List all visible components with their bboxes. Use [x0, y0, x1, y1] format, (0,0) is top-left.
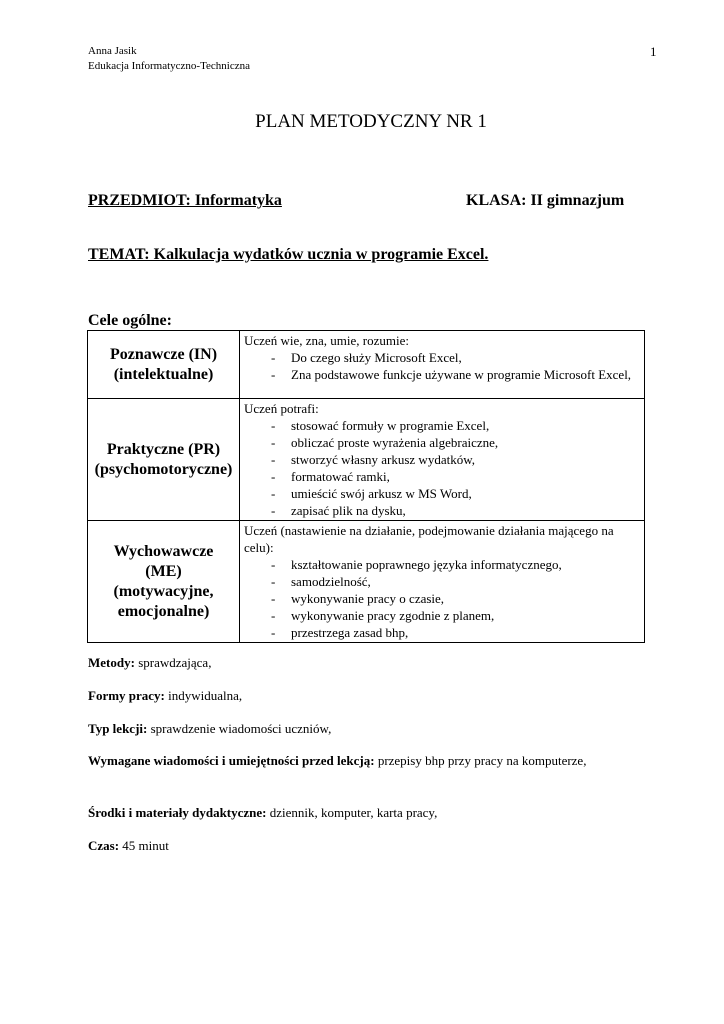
- goal-item: - formatować ramki,: [271, 468, 640, 485]
- document-title: PLAN METODYCZNY NR 1: [255, 111, 487, 132]
- materials-field: [88, 805, 437, 821]
- time-label: Czas:: [88, 838, 120, 853]
- goal-category-line: emocjonalne): [117, 602, 210, 620]
- methods-label: Metody:: [88, 655, 135, 670]
- goal-item: - samodzielność,: [271, 573, 640, 590]
- goal-category-line: (motywacyjne,: [113, 582, 214, 600]
- lesson-type-value: sprawdzenie wiadomości uczniów,: [147, 721, 332, 736]
- goals-row-cognitive: [88, 331, 645, 399]
- goal-item: - stosować formuły w programie Excel,: [271, 417, 640, 434]
- goal-item: - obliczać proste wyrażenia algebraiczne,: [271, 434, 640, 451]
- goal-item: - zapisać plik na dysku,: [271, 502, 640, 519]
- lesson-type-label: Typ lekcji:: [88, 721, 148, 736]
- goal-category-cell: [88, 521, 240, 643]
- goal-description-cell: [240, 399, 645, 521]
- goal-category-line: (ME): [145, 562, 182, 580]
- goals-table: [87, 330, 645, 643]
- goal-list: [244, 349, 640, 383]
- methods-value: sprawdzająca,: [134, 655, 212, 670]
- work-forms-value: indywidualna,: [164, 688, 243, 703]
- goal-category-line: Praktyczne (PR): [106, 440, 221, 458]
- goal-description-cell: [240, 521, 645, 643]
- page-header: [88, 44, 250, 74]
- header-author: Anna Jasik: [88, 45, 137, 57]
- goal-item: - umieścić swój arkusz w MS Word,: [271, 485, 640, 502]
- class-line: KLASA: II gimnazjum: [466, 192, 625, 209]
- time-field: [88, 838, 169, 854]
- required-knowledge-field: [88, 753, 586, 769]
- work-forms-label: Formy pracy:: [88, 688, 165, 703]
- methods-field: [88, 655, 211, 671]
- header-subtitle: Edukacja Informatyczno-Techniczna: [88, 60, 251, 72]
- goal-category-line: Poznawcze (IN): [109, 345, 218, 363]
- goal-list: [244, 417, 640, 519]
- materials-value: dziennik, komputer, karta pracy,: [266, 805, 438, 820]
- goal-intro: Uczeń wie, zna, umie, rozumie:: [244, 333, 409, 348]
- goal-category-cell: [88, 399, 240, 521]
- goal-intro: Uczeń potrafi:: [244, 401, 319, 416]
- goal-category-cell: [88, 331, 240, 399]
- required-knowledge-value: przepisy bhp przy pracy na komputerze,: [374, 753, 587, 768]
- goal-item: - kształtowanie poprawnego języka informatycznego,: [271, 556, 640, 573]
- goal-intro: Uczeń (nastawienie na działanie, podejmowanie działania mającego na celu):: [244, 523, 614, 555]
- goal-item: - Zna podstawowe funkcje używane w programie Microsoft Excel,: [271, 366, 640, 383]
- topic-line: TEMAT: Kalkulacja wydatków ucznia w programie Excel.: [88, 246, 489, 263]
- lesson-type-field: [88, 721, 331, 737]
- goals-heading: Cele ogólne:: [88, 312, 172, 329]
- subject-line: PRZEDMIOT: Informatyka: [88, 192, 282, 209]
- page-number: 1: [650, 44, 657, 59]
- goal-description-cell: [240, 331, 645, 399]
- goal-list: [244, 556, 640, 641]
- work-forms-field: [88, 688, 242, 704]
- goals-row-educational: [88, 521, 645, 643]
- time-value: 45 minut: [119, 838, 169, 853]
- goal-item: - wykonywanie pracy o czasie,: [271, 590, 640, 607]
- goal-item: - Do czego służy Microsoft Excel,: [271, 349, 640, 366]
- goal-category-line: Wychowawcze: [113, 542, 214, 560]
- materials-label: Środki i materiały dydaktyczne:: [88, 805, 267, 820]
- required-knowledge-label: Wymagane wiadomości i umiejętności przed lekcją:: [88, 753, 375, 768]
- goals-row-practical: [88, 399, 645, 521]
- goal-category-line: (intelektualne): [113, 365, 214, 383]
- goal-category-line: (psychomotoryczne): [94, 460, 233, 478]
- goal-item: - stworzyć własny arkusz wydatków,: [271, 451, 640, 468]
- goal-item: - wykonywanie pracy zgodnie z planem,: [271, 607, 640, 624]
- goal-item: - przestrzega zasad bhp,: [271, 624, 640, 641]
